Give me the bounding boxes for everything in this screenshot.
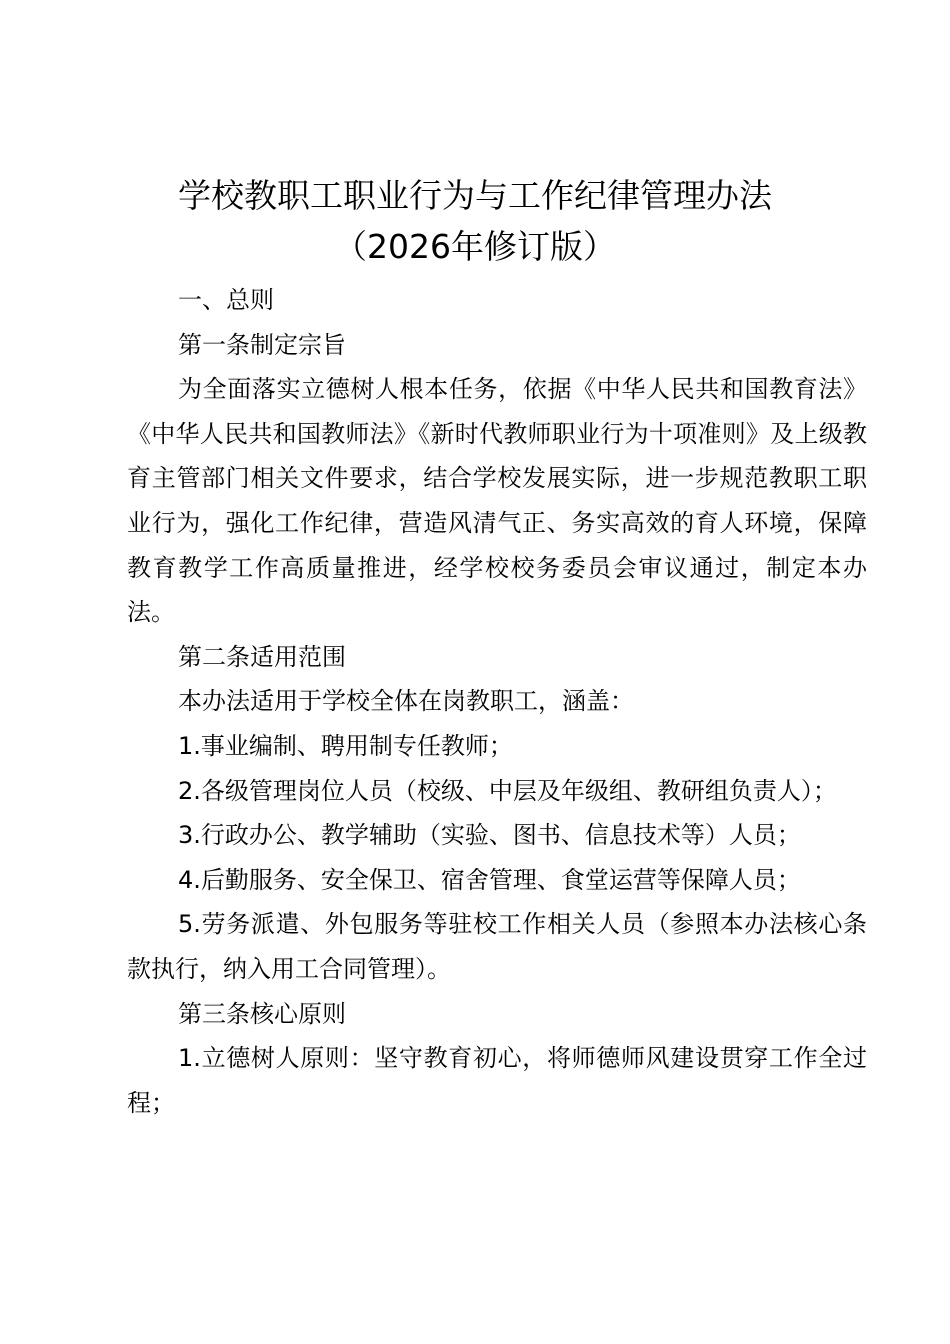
list-item: 5.劳务派遣、外包服务等驻校工作相关人员（参照本办法核心条款执行，纳入用工合同管理）。 <box>127 910 867 983</box>
article-2-heading: 第二条适用范围 <box>178 642 346 671</box>
document-title: 学校教职工职业行为与工作纪律管理办法 <box>178 176 772 215</box>
document-subtitle: （2026年修订版） <box>334 227 616 266</box>
article-1-heading: 第一条制定宗旨 <box>178 330 346 359</box>
article-2-intro: 本办法适用于学校全体在岗教职工，涵盖： <box>178 687 634 716</box>
list-item: 1.立德树人原则：坚守教育初心，将师德师风建设贯穿工作全过程； <box>127 1044 867 1117</box>
article-3-heading: 第三条核心原则 <box>178 999 346 1028</box>
article-1-text: 为全面落实立德树人根本任务，依据《中华人民共和国教育法》《中华人民共和国教师法》《新时代教师职业行为十项准则》及上级教育主管部门相关文件要求，结合学校发展实际，进一步规范教职工职业行为，强化工作纪律，营造风清气正、务实高效的育人环境，保障教育教学工作高质量推进，经学校校务委员会审议通过，制定本办法。 <box>127 375 867 627</box>
document-body <box>127 278 867 1125</box>
section-heading-general: 一、总则 <box>178 286 274 314</box>
list-item: 1.事业编制、聘用制专任教师； <box>178 731 513 760</box>
list-item: 4.后勤服务、安全保卫、宿舍管理、食堂运营等保障人员； <box>178 865 801 894</box>
list-item: 3.行政办公、教学辅助（实验、图书、信息技术等）人员； <box>178 821 801 850</box>
list-item: 2.各级管理岗位人员（校级、中层及年级组、教研组负责人）； <box>178 776 837 805</box>
